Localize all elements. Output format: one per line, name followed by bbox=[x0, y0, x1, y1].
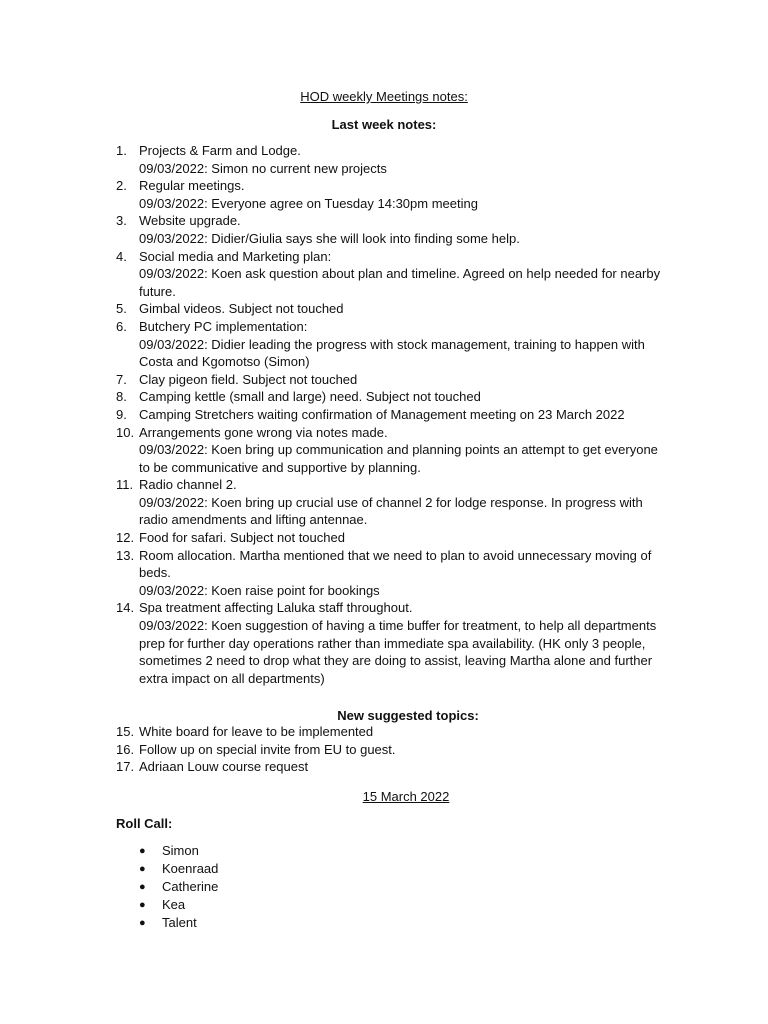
last-week-notes-list bbox=[116, 142, 676, 687]
list-item bbox=[116, 248, 676, 301]
item-line: 09/03/2022: Koen ask question about plan and timeline. Agreed on help needed for nearby bbox=[139, 266, 661, 282]
item-line: Camping Stretchers waiting confirmation of Management meeting on 23 March 2022 bbox=[139, 406, 625, 422]
list-item bbox=[116, 212, 676, 247]
item-line: Butchery PC implementation: bbox=[139, 318, 308, 334]
list-item bbox=[116, 547, 676, 600]
item-line: Regular meetings. bbox=[139, 178, 245, 194]
new-topics-list bbox=[116, 723, 676, 776]
item-line: 09/03/2022: Koen raise point for bookings bbox=[139, 582, 380, 598]
meeting-date-heading: 15 March 2022 bbox=[362, 789, 450, 804]
item-number: 6. bbox=[116, 318, 127, 334]
item-number: 4. bbox=[116, 248, 127, 264]
new-topics-heading: New suggested topics: bbox=[337, 708, 479, 723]
item-text bbox=[139, 248, 676, 301]
item-text bbox=[139, 599, 676, 687]
list-item bbox=[116, 424, 676, 477]
list-item bbox=[116, 476, 676, 529]
item-line: Arrangements gone wrong via notes made. bbox=[139, 424, 388, 440]
item-text bbox=[139, 723, 676, 741]
item-line: 09/03/2022: Koen bring up communication and planning points an attempt to get everyone bbox=[139, 442, 658, 458]
item-text bbox=[139, 529, 676, 547]
item-line: Room allocation. Martha mentioned that we need to plan to avoid unnecessary moving of bbox=[139, 547, 652, 563]
item-text bbox=[139, 758, 676, 776]
roll-call-name: Simon bbox=[162, 843, 199, 858]
item-line: Gimbal videos. Subject not touched bbox=[139, 301, 344, 317]
item-number: 12. bbox=[116, 530, 135, 546]
item-line: 09/03/2022: Didier leading the progress with stock management, training to happen with bbox=[139, 336, 645, 352]
item-line: 09/03/2022: Simon no current new projects bbox=[139, 160, 387, 176]
item-number: 1. bbox=[116, 143, 127, 158]
item-text bbox=[139, 300, 676, 318]
bullet-icon: ● bbox=[139, 917, 146, 929]
bullet-icon: ● bbox=[139, 863, 146, 875]
roll-call-heading: Roll Call: bbox=[116, 816, 173, 831]
item-line: Clay pigeon field. Subject not touched bbox=[139, 371, 358, 387]
item-text bbox=[139, 388, 676, 406]
roll-call-item bbox=[139, 878, 218, 896]
item-line: to be communicative and supportive by planning. bbox=[139, 459, 421, 475]
list-item bbox=[116, 388, 676, 406]
list-item bbox=[116, 300, 676, 318]
item-line: 09/03/2022: Everyone agree on Tuesday 14:30pm meeting bbox=[139, 195, 478, 211]
item-line: Food for safari. Subject not touched bbox=[139, 530, 345, 546]
item-number: 5. bbox=[116, 301, 127, 317]
roll-call-name: Catherine bbox=[162, 879, 219, 894]
last-week-heading: Last week notes: bbox=[331, 117, 437, 132]
item-text bbox=[139, 547, 676, 600]
item-number: 13. bbox=[116, 547, 135, 563]
list-item bbox=[116, 599, 676, 687]
item-number: 17. bbox=[116, 759, 135, 775]
item-line: Social media and Marketing plan: bbox=[139, 248, 332, 264]
item-number: 16. bbox=[116, 741, 135, 757]
list-item bbox=[116, 142, 676, 177]
item-line: radio amendments and lifting antennae. bbox=[139, 512, 368, 528]
item-text bbox=[139, 371, 676, 389]
item-line: Spa treatment affecting Laluka staff throughout. bbox=[139, 600, 413, 616]
list-item bbox=[116, 406, 676, 424]
item-line: sometimes 2 need to drop what they are doing to assist, leaving Martha alone and further bbox=[139, 653, 653, 669]
item-line: extra impact on all departments) bbox=[139, 670, 325, 686]
item-line: Follow up on special invite from EU to guest. bbox=[139, 741, 396, 757]
list-item bbox=[116, 529, 676, 547]
roll-call-item bbox=[139, 842, 218, 860]
item-text bbox=[139, 212, 676, 247]
item-line: Adriaan Louw course request bbox=[139, 759, 309, 775]
bullet-icon: ● bbox=[139, 899, 146, 911]
bullet-icon: ● bbox=[139, 845, 146, 857]
item-line: 09/03/2022: Didier/Giulia says she will look into finding some help. bbox=[139, 230, 520, 246]
item-text bbox=[139, 142, 676, 177]
item-text bbox=[139, 424, 676, 477]
item-line: White board for leave to be implemented bbox=[139, 724, 374, 739]
roll-call-list bbox=[139, 842, 218, 932]
list-item bbox=[116, 758, 676, 776]
list-item bbox=[116, 723, 676, 741]
item-text bbox=[139, 318, 676, 371]
roll-call-item bbox=[139, 914, 218, 932]
bullet-icon: ● bbox=[139, 881, 146, 893]
item-line: 09/03/2022: Koen bring up crucial use of channel 2 for lodge response. In progress with bbox=[139, 494, 643, 510]
list-item bbox=[116, 318, 676, 371]
item-line: Radio channel 2. bbox=[139, 477, 237, 493]
item-number: 14. bbox=[116, 600, 135, 616]
list-item bbox=[116, 371, 676, 389]
item-line: beds. bbox=[139, 565, 171, 581]
item-number: 7. bbox=[116, 371, 127, 387]
roll-call-item bbox=[139, 896, 218, 914]
item-line: Costa and Kgomotso (Simon) bbox=[139, 354, 310, 370]
roll-call-name: Koenraad bbox=[162, 861, 219, 876]
item-number: 9. bbox=[116, 406, 127, 422]
item-line: Camping kettle (small and large) need. Subject not touched bbox=[139, 389, 481, 405]
item-number: 11. bbox=[116, 477, 134, 493]
item-text bbox=[139, 476, 676, 529]
item-line: 09/03/2022: Koen suggestion of having a time buffer for treatment, to help all departments bbox=[139, 618, 657, 634]
item-number: 10. bbox=[116, 424, 135, 440]
roll-call-name: Talent bbox=[162, 915, 197, 930]
roll-call-item bbox=[139, 860, 218, 878]
list-item bbox=[116, 741, 676, 759]
item-text bbox=[139, 406, 676, 424]
item-text bbox=[139, 741, 676, 759]
item-number: 8. bbox=[116, 389, 127, 405]
item-number: 2. bbox=[116, 178, 127, 194]
item-line: Website upgrade. bbox=[139, 213, 241, 229]
roll-call-name: Kea bbox=[162, 897, 186, 912]
item-number: 15. bbox=[116, 724, 135, 739]
document-title: HOD weekly Meetings notes: bbox=[300, 89, 468, 104]
item-line: future. bbox=[139, 283, 176, 299]
list-item bbox=[116, 177, 676, 212]
item-line: Projects & Farm and Lodge. bbox=[139, 143, 301, 158]
item-line: prep for further day operations rather than immediate spa availability. (HK only 3 people, bbox=[139, 635, 646, 651]
item-number: 3. bbox=[116, 213, 127, 229]
item-text bbox=[139, 177, 676, 212]
